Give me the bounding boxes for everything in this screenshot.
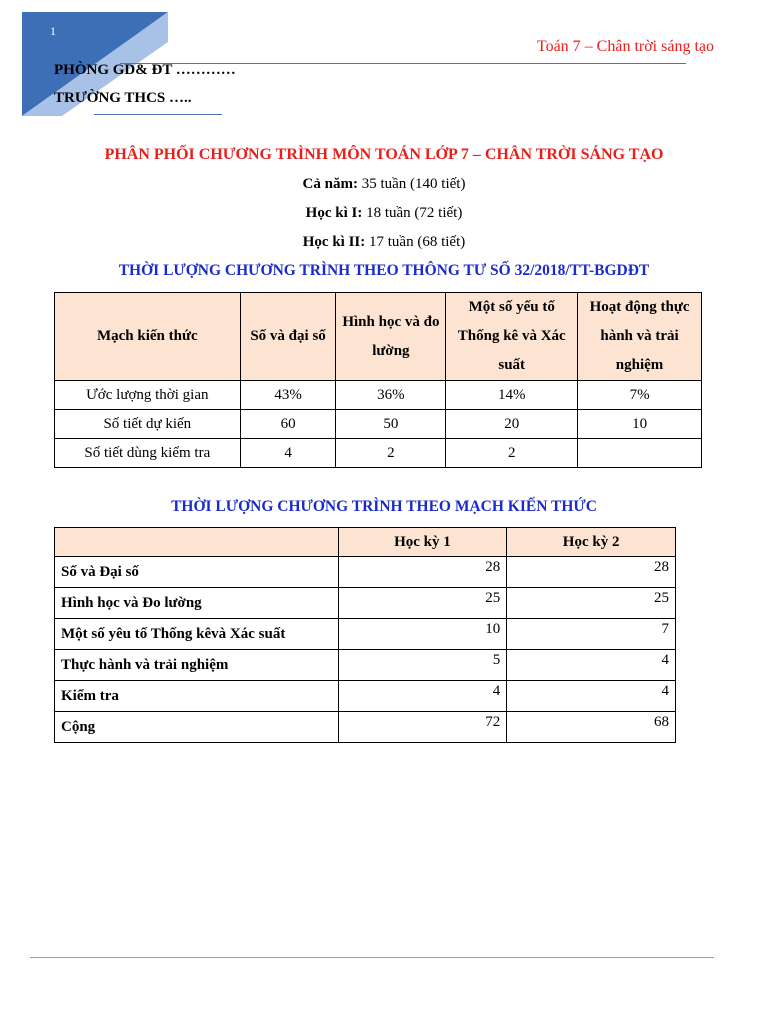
year-label: Cả năm:: [302, 176, 358, 192]
table-header-cell: [55, 528, 339, 557]
table-row: [55, 650, 676, 681]
table-cell: Số và Đại số: [55, 557, 339, 588]
table-cell: 4: [338, 681, 507, 712]
table-cell: 2: [446, 439, 578, 468]
table-cell: Thực hành và trải nghiệm: [55, 650, 339, 681]
page-number: 1: [50, 24, 56, 38]
table-cell: Một số yêu tố Thống kêvà Xác suất: [55, 619, 339, 650]
table-cell: 4: [507, 650, 676, 681]
table-header-cell: Học kỳ 1: [338, 528, 507, 557]
table-cell: Số tiết dự kiến: [55, 410, 241, 439]
year-value: 35 tuần (140 tiết): [361, 176, 466, 192]
table-header-cell: Hình học và đo lường: [336, 293, 446, 381]
table-cell: 10: [338, 619, 507, 650]
sem2-value: 17 tuần (68 tiết): [369, 234, 466, 250]
table-cell: 5: [338, 650, 507, 681]
table-cell: 14%: [446, 381, 578, 410]
table-row: [55, 588, 676, 619]
table-cell: 25: [507, 588, 676, 619]
table-header-row: [55, 293, 702, 381]
table-row: [55, 557, 676, 588]
sem1-value: 18 tuần (72 tiết): [366, 205, 463, 221]
table-cell: 50: [336, 410, 446, 439]
document-title: PHÂN PHỐI CHƯƠNG TRÌNH MÔN TOÁN LỚP 7 – CHÂN TRỜI SÁNG TẠO: [104, 146, 664, 163]
table2-heading: THỜI LƯỢNG CHƯƠNG TRÌNH THEO MẠCH KIẾN THỨC: [171, 498, 597, 515]
table-header-cell: Mạch kiến thức: [55, 293, 241, 381]
table-cell: 25: [338, 588, 507, 619]
table-cell: 20: [446, 410, 578, 439]
table-cell: 28: [507, 557, 676, 588]
table-header-cell: Hoạt động thực hành và trải nghiệm: [578, 293, 702, 381]
table-header-row: [55, 528, 676, 557]
curriculum-time-table: [54, 292, 702, 468]
subject-header: Toán 7 – Chân trời sáng tạo: [536, 38, 714, 55]
table-cell: Cộng: [55, 712, 339, 743]
table-row: [55, 439, 702, 468]
table-header-cell: Học kỳ 2: [507, 528, 676, 557]
table-row: [55, 381, 702, 410]
table-cell: Số tiết dùng kiểm tra: [55, 439, 241, 468]
header-rule-short: [94, 114, 222, 115]
table-cell: [578, 439, 702, 468]
table-cell: 7%: [578, 381, 702, 410]
table-cell: 7: [507, 619, 676, 650]
table-cell: 2: [336, 439, 446, 468]
table-cell: 4: [507, 681, 676, 712]
table-cell: 10: [578, 410, 702, 439]
sem1-label: Học kì I:: [305, 205, 363, 221]
table-cell: Ước lượng thời gian: [55, 381, 241, 410]
footer-rule: [30, 957, 714, 958]
table-cell: 43%: [240, 381, 336, 410]
table-row: [55, 619, 676, 650]
table-header-cell: Một số yếu tố Thống kê và Xác suất: [446, 293, 578, 381]
table-row: [55, 712, 676, 743]
table1-heading: THỜI LƯỢNG CHƯƠNG TRÌNH THEO THÔNG TƯ SỐ 32/2018/TT-BGDĐT: [118, 262, 650, 279]
table-cell: 68: [507, 712, 676, 743]
table-row: [55, 410, 702, 439]
table-cell: 72: [338, 712, 507, 743]
table-cell: 36%: [336, 381, 446, 410]
table-cell: Hình học và Đo lường: [55, 588, 339, 619]
department-name: PHÒNG GD& ĐT …………: [54, 62, 236, 78]
table-cell: 4: [240, 439, 336, 468]
sem1-summary: [0, 205, 768, 222]
sem2-label: Học kì II:: [302, 234, 366, 250]
table-cell: Kiểm tra: [55, 681, 339, 712]
sem2-summary: [0, 234, 768, 251]
school-name: TRƯỜNG THCS …..: [54, 90, 192, 106]
table-row: [55, 681, 676, 712]
semester-time-table: [54, 527, 676, 743]
table-cell: 28: [338, 557, 507, 588]
year-summary: [0, 176, 768, 193]
table-cell: 60: [240, 410, 336, 439]
table-header-cell: Số và đại số: [240, 293, 336, 381]
